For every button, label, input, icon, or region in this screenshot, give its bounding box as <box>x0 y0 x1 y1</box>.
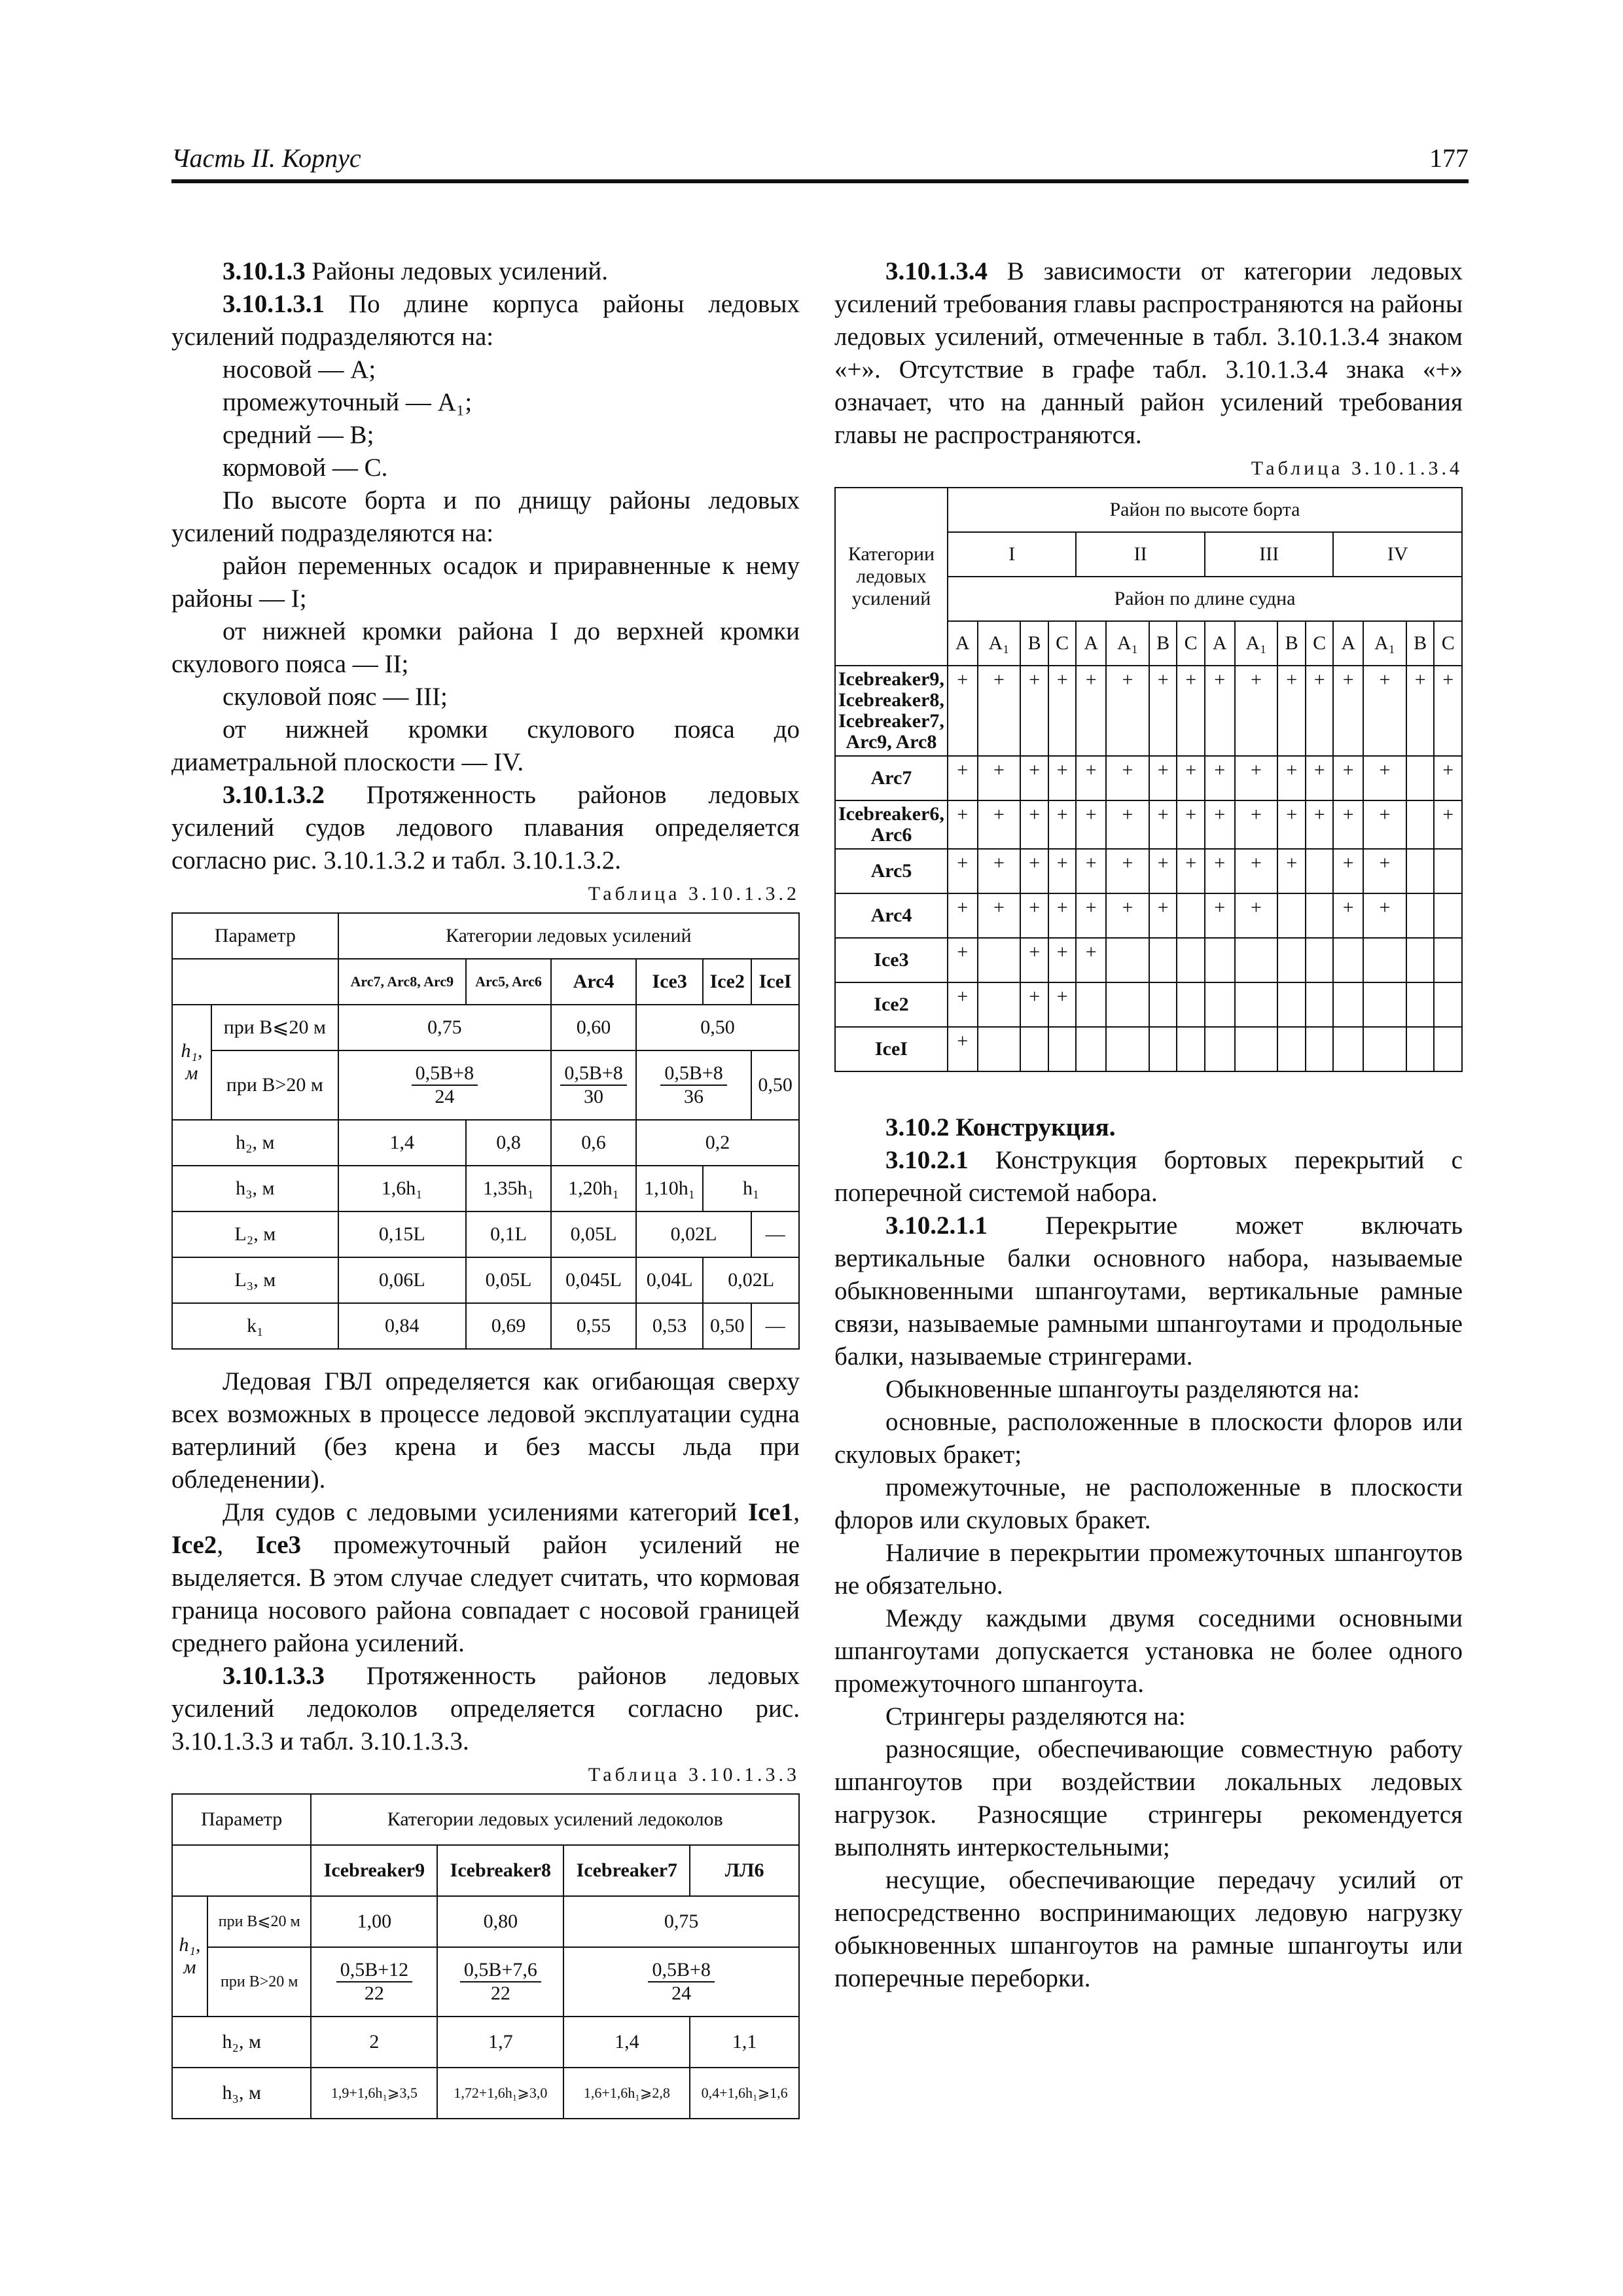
mark-cell <box>1306 982 1333 1027</box>
length-zone: A₁ <box>1235 621 1278 666</box>
mark-cell: + <box>1076 893 1106 938</box>
mark-cell: + <box>1076 800 1106 849</box>
length-zone: B <box>1149 621 1177 666</box>
mark-cell <box>1177 982 1204 1027</box>
mark-cell: + <box>1020 982 1048 1027</box>
mark-cell: + <box>1363 666 1406 756</box>
row-label-h1: h₁, м <box>172 1005 211 1120</box>
mark-cell <box>1333 982 1363 1027</box>
row-sublabel: при B>20 м <box>207 1947 311 2017</box>
table-caption: Таблица 3.10.1.3.4 <box>1251 457 1463 479</box>
table-row <box>835 1027 1462 1071</box>
mark-cell <box>1306 893 1333 938</box>
running-header <box>171 143 1469 183</box>
table-caption: Таблица 3.10.1.3.3 <box>588 1764 800 1785</box>
table-row <box>835 756 1462 800</box>
mark-cell: + <box>1076 938 1106 982</box>
row-label-L2: L₂, м <box>172 1211 338 1257</box>
mark-cell <box>1406 1027 1434 1071</box>
mark-cell <box>1434 938 1462 982</box>
mark-cell: + <box>1333 800 1363 849</box>
mark-cell: + <box>978 849 1021 893</box>
row-sublabel: при B⩽20 м <box>207 1896 311 1947</box>
row-label-h2: h₂, м <box>172 2017 311 2068</box>
mark-cell <box>1406 800 1434 849</box>
table-3-10-1-3-2: Параметр Категории ледовых усилений Arc7, Arc8, Arc9 Arc5, Arc6 Arc4 Ice3 Ice2 IceI h₁, м при B⩽20 м 0,75 0,60 0,50 при B>20 м $\frac{0,5B+8}{24}$ $\frac{0,5B+8}{30}$ $\frac{0,5B+8}{36}$ 0,50 h₂, м 1,4 0,8 0,6 0,2 h₃, м 1,6h₁ 1,35h₁ 1,20h₁ 1,10h₁ h₁ L₂, м 0,15L 0,1L 0,05L 0,02L — L₃, м 0,06L 0,05L 0,045L 0,04L 0,02L k₁ 0,84 0,69 0,55 0,53 0,50 — <box>171 912 800 1350</box>
row-sublabel: при B⩽20 м <box>211 1005 338 1050</box>
col-header: Icebreaker7 <box>563 1845 690 1896</box>
length-zone: A₁ <box>1363 621 1406 666</box>
mark-cell <box>1434 893 1462 938</box>
mark-cell: + <box>1048 800 1076 849</box>
mark-cell: + <box>1149 800 1177 849</box>
mark-cell <box>1333 938 1363 982</box>
mark-cell: + <box>1277 666 1305 756</box>
list-item: носовой — A; <box>223 355 376 384</box>
category-label: Ice3 <box>835 938 948 982</box>
left-column <box>171 255 800 2119</box>
mark-cell: + <box>1277 756 1305 800</box>
row-label-k1: k₁ <box>172 1303 338 1349</box>
height-zone: III <box>1205 532 1334 577</box>
para-3-10-1-3: 3.10.1.3 Районы ледовых усилений. <box>223 257 608 285</box>
mark-cell: + <box>1106 756 1149 800</box>
mark-cell: + <box>1020 666 1048 756</box>
para-gvl: Ледовая ГВЛ определяется как огибающая сверху всех возможных в процессе ледовой эксплуатации судна ватерлиний (без крена и без массы льда при обледенении). <box>171 1367 800 1494</box>
paragraph: промежуточные, не расположенные в плоскости флоров или скуловых бракет. <box>834 1473 1463 1534</box>
mark-cell <box>1363 938 1406 982</box>
table-header-param: Параметр <box>172 1794 311 1845</box>
mark-cell <box>1277 938 1305 982</box>
table-row <box>835 666 1462 756</box>
mark-cell: + <box>1205 849 1235 893</box>
mark-cell <box>1277 1027 1305 1071</box>
col-header: Arc4 <box>551 959 636 1005</box>
mark-cell: + <box>1434 756 1462 800</box>
mark-cell <box>978 1027 1021 1071</box>
para-3-10-1-3-4: 3.10.1.3.4 В зависимости от категории ледовых усилений требования главы распространяются на районы ледовых усилений, отмеченные в табл. 3.10.1.3.4 знаком «+». Отсутствие в графе табл. 3.10.1.3.4 знака «+» означает, что на данный район усилений требования главы не распространяются. <box>834 257 1463 449</box>
mark-cell <box>1235 982 1278 1027</box>
col-header: Icebreaker8 <box>437 1845 563 1896</box>
mark-cell: + <box>1020 756 1048 800</box>
table-header-param: Параметр <box>172 913 338 959</box>
mark-cell <box>1177 893 1204 938</box>
list-item: от нижней кромки скулового пояса до диаметральной плоскости — IV. <box>171 715 800 776</box>
mark-cell: + <box>1406 666 1434 756</box>
mark-cell <box>1205 982 1235 1027</box>
mark-cell <box>1434 1027 1462 1071</box>
height-zone: I <box>948 532 1077 577</box>
mark-cell <box>1406 893 1434 938</box>
mark-cell: + <box>1277 800 1305 849</box>
mark-cell: + <box>1205 893 1235 938</box>
para-3-10-1-3-3: 3.10.1.3.3 Протяженность районов ледовых усилений ледоколов определяется согласно рис. 3.10.1.3.3 и табл. 3.10.1.3.3. <box>171 1662 800 1755</box>
page-number: 177 <box>1429 143 1469 173</box>
mark-cell: + <box>1149 666 1177 756</box>
table-header-categories: Категории ледовых усилений <box>338 913 799 959</box>
length-zone: B <box>1020 621 1048 666</box>
row-label-h1: h₁, м <box>172 1896 207 2017</box>
para-3-10-2-1: 3.10.2.1 Конструкция бортовых перекрытий с поперечной системой набора. <box>834 1146 1463 1207</box>
para-3-10-2-1-1: 3.10.2.1.1 Перекрытие может включать вертикальные балки основного набора, называемые обыкновенными шпангоутами, вертикальные рамные связи, называемые рамными шпангоутами и продольные балки, называемые стрингерами. <box>834 1211 1463 1371</box>
mark-cell <box>1076 1027 1106 1071</box>
mark-cell: + <box>1363 893 1406 938</box>
paragraph: Между каждыми двумя соседними основными шпангоутами допускается установка не более одного промежуточного шпангоута. <box>834 1604 1463 1698</box>
length-zone: B <box>1277 621 1305 666</box>
length-zone: A₁ <box>978 621 1021 666</box>
mark-cell <box>978 982 1021 1027</box>
table-header-categories: Категории ледовых усилений ледоколов <box>311 1794 799 1845</box>
mark-cell: + <box>1205 666 1235 756</box>
mark-cell: + <box>1149 756 1177 800</box>
category-label: Ice2 <box>835 982 948 1027</box>
mark-cell: + <box>1434 800 1462 849</box>
mark-cell <box>1106 1027 1149 1071</box>
list-item: кормовой — C. <box>223 454 388 482</box>
para-3-10-1-3-2: 3.10.1.3.2 Протяженность районов ледовых усилений судов ледового плавания определяется согласно рис. 3.10.1.3.2 и табл. 3.10.1.3.2. <box>171 781 800 874</box>
mark-cell <box>1205 938 1235 982</box>
section-3-10-2-title: 3.10.2 Конструкция. <box>885 1113 1116 1141</box>
col-header: IceI <box>751 959 799 1005</box>
table-3-10-1-3-3: Параметр Категории ледовых усилений ледоколов Icebreaker9 Icebreaker8 Icebreaker7 ЛЛ6 h₁, м при B⩽20 м 1,00 0,80 0,75 при B>20 м $\frac{0,5B+12}{22}$ $\frac{0,5B+7,6}{22}$ $\frac{0,5B+8}{24}$ h₂, м 2 1,7 1,4 1,1 h₃, м 1,9+1,6h₁⩾3,5 1,72+1,6h₁⩾3,0 1,6+1,6h₁⩾2,8 0,4+1,6h₁⩾1,6 <box>171 1793 800 2119</box>
mark-cell <box>1333 1027 1363 1071</box>
row-label-h3: h₃, м <box>172 1166 338 1211</box>
length-zone: A₁ <box>1106 621 1149 666</box>
mark-cell <box>978 938 1021 982</box>
mark-cell: + <box>1076 849 1106 893</box>
paragraph: разносящие, обеспечивающие совместную работу шпангоутов при воздействии локальных ледовых нагрузок. Разносящие стрингеры рекомендуется выполнять интеркостельными; <box>834 1735 1463 1861</box>
mark-cell: + <box>1048 849 1076 893</box>
mark-cell: + <box>1205 800 1235 849</box>
mark-cell <box>1434 849 1462 893</box>
mark-cell: + <box>1235 849 1278 893</box>
row-sublabel: при B>20 м <box>211 1050 338 1120</box>
mark-cell: + <box>948 982 978 1027</box>
mark-cell: + <box>1235 666 1278 756</box>
mark-cell: + <box>1333 756 1363 800</box>
length-zone: C <box>1048 621 1076 666</box>
table-row <box>835 982 1462 1027</box>
category-label: Arc5 <box>835 849 948 893</box>
mark-cell: + <box>1306 756 1333 800</box>
mark-cell: + <box>1048 938 1076 982</box>
para-3-10-1-3-1: 3.10.1.3.1 По длине корпуса районы ледовых усилений подразделяются на: <box>171 290 800 351</box>
mark-cell: + <box>978 756 1021 800</box>
length-zone: B <box>1406 621 1434 666</box>
col-header: Ice2 <box>703 959 751 1005</box>
mark-cell <box>1048 1027 1076 1071</box>
mark-cell: + <box>1020 849 1048 893</box>
mark-cell: + <box>1149 849 1177 893</box>
mark-cell: + <box>1277 849 1305 893</box>
mark-cell: + <box>1177 800 1204 849</box>
paragraph: основные, расположенные в плоскости флоров или скуловых бракет; <box>834 1408 1463 1469</box>
mark-cell: + <box>1020 893 1048 938</box>
mark-cell <box>1406 938 1434 982</box>
para-height-zones: По высоте борта и по днищу районы ледовых усилений подразделяются на: <box>171 486 800 547</box>
list-item: скуловой пояс — III; <box>223 683 448 711</box>
length-zone: A <box>1205 621 1235 666</box>
mark-cell: + <box>978 666 1021 756</box>
mark-cell: + <box>1076 666 1106 756</box>
mark-cell <box>1406 756 1434 800</box>
mark-cell: + <box>1177 756 1204 800</box>
mark-cell <box>1406 849 1434 893</box>
list-item: район переменных осадок и приравненные к нему районы — I; <box>171 552 800 613</box>
length-zone: C <box>1177 621 1204 666</box>
table-row <box>835 893 1462 938</box>
mark-cell: + <box>1106 666 1149 756</box>
mark-cell: + <box>1106 800 1149 849</box>
length-zone: A <box>1333 621 1363 666</box>
mark-cell <box>1363 1027 1406 1071</box>
mark-cell: + <box>978 893 1021 938</box>
mark-cell: + <box>1333 849 1363 893</box>
length-zone: C <box>1434 621 1462 666</box>
height-zone: IV <box>1333 532 1462 577</box>
mark-cell: + <box>1205 756 1235 800</box>
table-header-length: Район по длине судна <box>948 577 1462 621</box>
mark-cell: + <box>948 666 978 756</box>
mark-cell: + <box>948 893 978 938</box>
category-label: Arc4 <box>835 893 948 938</box>
mark-cell: + <box>1333 666 1363 756</box>
mark-cell <box>1076 982 1106 1027</box>
paragraph: Наличие в перекрытии промежуточных шпангоутов не обязательно. <box>834 1539 1463 1600</box>
mark-cell <box>1306 849 1333 893</box>
paragraph: Стрингеры разделяются на: <box>885 1702 1186 1731</box>
mark-cell <box>1235 1027 1278 1071</box>
paragraph: Обыкновенные шпангоуты разделяются на: <box>885 1375 1360 1403</box>
table-header-categories: Категории ледовых усилений <box>835 488 948 666</box>
mark-cell <box>1106 982 1149 1027</box>
mark-cell <box>1020 1027 1048 1071</box>
mark-cell <box>1149 1027 1177 1071</box>
length-zone: C <box>1306 621 1333 666</box>
mark-cell: + <box>948 800 978 849</box>
category-label: Icebreaker6, Arc6 <box>835 800 948 849</box>
mark-cell: + <box>1020 938 1048 982</box>
mark-cell <box>1149 938 1177 982</box>
mark-cell: + <box>1235 893 1278 938</box>
table-row <box>835 849 1462 893</box>
row-label-h2: h₂, м <box>172 1120 338 1166</box>
table-caption: Таблица 3.10.1.3.2 <box>588 883 800 905</box>
list-item: промежуточный — A₁; <box>223 388 473 416</box>
mark-cell: + <box>1177 849 1204 893</box>
col-header: Icebreaker9 <box>311 1845 437 1896</box>
mark-cell <box>1434 982 1462 1027</box>
mark-cell <box>1363 982 1406 1027</box>
mark-cell: + <box>1306 800 1333 849</box>
mark-cell <box>1177 938 1204 982</box>
mark-cell: + <box>1048 893 1076 938</box>
mark-cell <box>1406 982 1434 1027</box>
mark-cell: + <box>948 938 978 982</box>
mark-cell: + <box>1048 756 1076 800</box>
mark-cell: + <box>1363 756 1406 800</box>
list-item: средний — B; <box>223 421 374 449</box>
mark-cell <box>1277 893 1305 938</box>
height-zone: II <box>1076 532 1205 577</box>
mark-cell: + <box>1306 666 1333 756</box>
mark-cell: + <box>1048 982 1076 1027</box>
table-header-height: Район по высоте борта <box>948 488 1462 532</box>
list-item: от нижней кромки района I до верхней кромки скулового пояса — II; <box>171 617 800 678</box>
col-header: Ice3 <box>636 959 703 1005</box>
right-column <box>834 255 1463 1995</box>
paragraph: несущие, обеспечивающие передачу усилий от непосредственно воспринимающих ледовую нагрузку обыкновенных шпангоутов на рамные шпангоуты или поперечные переборки. <box>834 1866 1463 1992</box>
table-row <box>835 938 1462 982</box>
row-label-L3: L₃, м <box>172 1257 338 1303</box>
mark-cell <box>1235 938 1278 982</box>
mark-cell <box>1306 1027 1333 1071</box>
mark-cell: + <box>1020 800 1048 849</box>
mark-cell: + <box>1106 893 1149 938</box>
table-3-10-1-3-4 <box>834 487 1463 1072</box>
col-header: Arc5, Arc6 <box>466 959 551 1005</box>
mark-cell: + <box>1434 666 1462 756</box>
mark-cell <box>1205 1027 1235 1071</box>
para-ice-categories: Для судов с ледовыми усилениями категорий Ice1, Ice2, Ice3 промежуточный район усилений не выделяется. В этом случае следует считать, что кормовая граница носового района совпадает с носовой границей среднего района усилений. <box>171 1498 800 1657</box>
mark-cell: + <box>1333 893 1363 938</box>
mark-cell: + <box>1106 849 1149 893</box>
table-row <box>835 800 1462 849</box>
col-header: Arc7, Arc8, Arc9 <box>338 959 466 1005</box>
length-zone: A <box>1076 621 1106 666</box>
mark-cell: + <box>948 1027 978 1071</box>
category-label: Arc7 <box>835 756 948 800</box>
length-zone: A <box>948 621 978 666</box>
mark-cell <box>1277 982 1305 1027</box>
mark-cell: + <box>1076 756 1106 800</box>
mark-cell: + <box>1149 893 1177 938</box>
mark-cell <box>1177 1027 1204 1071</box>
mark-cell: + <box>1235 756 1278 800</box>
mark-cell: + <box>1363 800 1406 849</box>
mark-cell <box>1149 982 1177 1027</box>
col-header: ЛЛ6 <box>690 1845 799 1896</box>
mark-cell: + <box>1177 666 1204 756</box>
mark-cell: + <box>948 849 978 893</box>
category-label: Icebreaker9, Icebreaker8, Icebreaker7, Arc9, Arc8 <box>835 666 948 756</box>
mark-cell: + <box>978 800 1021 849</box>
header-title: Часть II. Корпус <box>171 143 361 173</box>
mark-cell <box>1106 938 1149 982</box>
mark-cell: + <box>1363 849 1406 893</box>
mark-cell: + <box>948 756 978 800</box>
row-label-h3: h₃, м <box>172 2068 311 2119</box>
mark-cell: + <box>1048 666 1076 756</box>
category-label: IceI <box>835 1027 948 1071</box>
mark-cell: + <box>1235 800 1278 849</box>
mark-cell <box>1306 938 1333 982</box>
